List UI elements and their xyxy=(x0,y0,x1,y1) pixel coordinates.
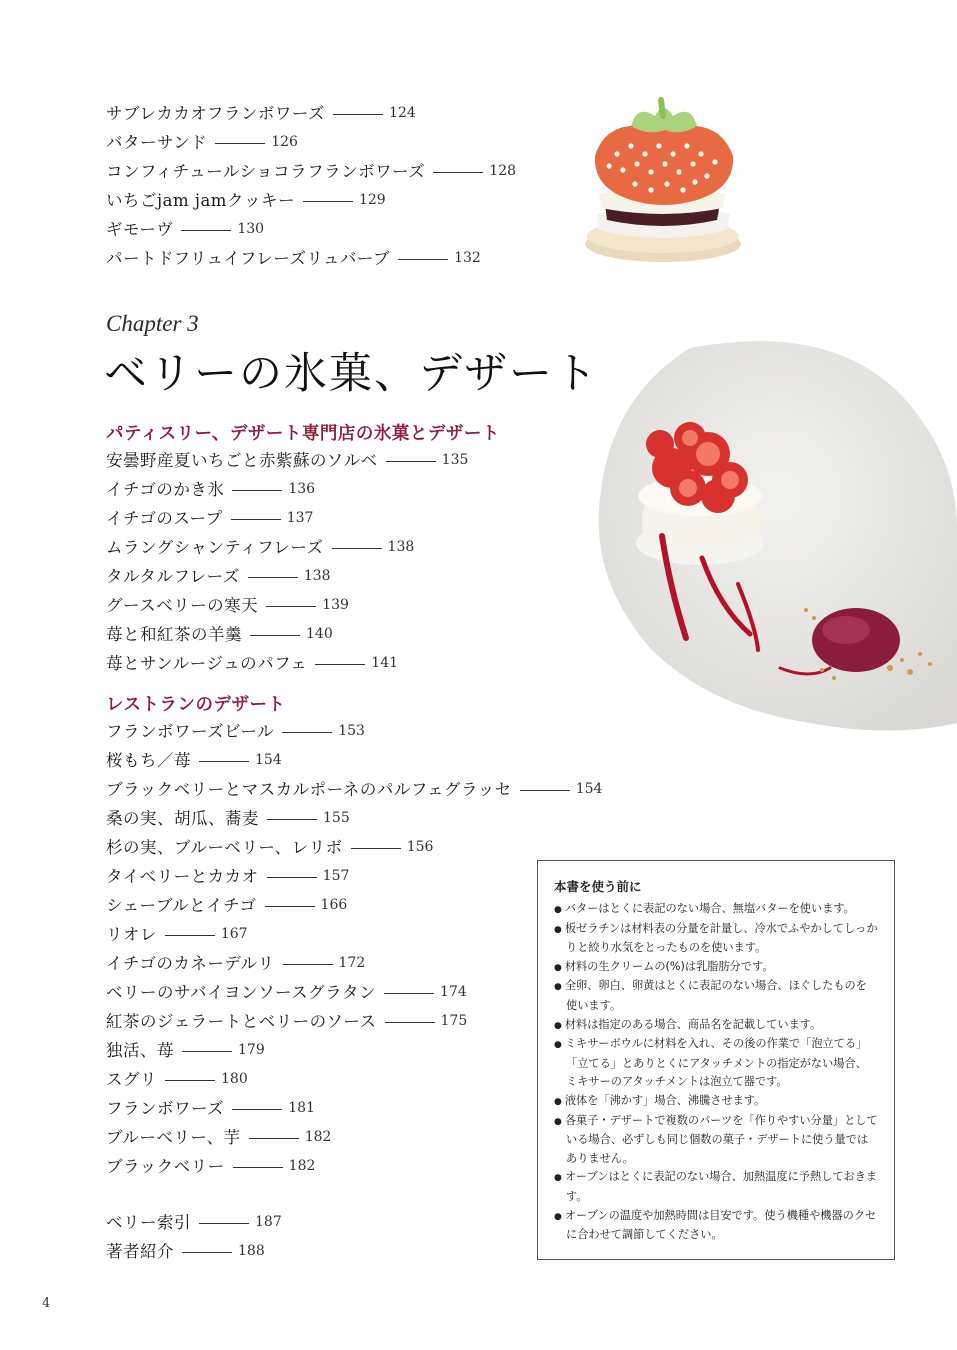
toc-entry-title: フランボワーズ xyxy=(106,1099,225,1118)
toc-entry-title: サブレカカオフランボワーズ xyxy=(106,104,326,123)
toc-entry xyxy=(106,920,602,949)
toc-entry xyxy=(106,1123,602,1152)
notes-item: ● ミキサーボウルに材料を入れ、その後の作業で「泡立てる」「立てる」とありとくにアタッチメントの指定がない場合、ミキサーのアタッチメントは泡立て器です。 xyxy=(554,1035,878,1092)
toc-entry-title: いちごjam jamクッキー xyxy=(106,191,295,210)
chapter-label: Chapter 3 xyxy=(106,311,199,336)
toc-leader-line xyxy=(232,1109,282,1110)
toc-entry-title: タルタルフレーズ xyxy=(106,567,240,586)
strawberry-cookie-photo xyxy=(575,96,753,271)
toc-entry xyxy=(106,244,516,273)
toc-entry xyxy=(106,504,468,533)
toc-leader-line xyxy=(232,490,282,491)
toc-entry-title: 苺とサンルージュのパフェ xyxy=(106,654,308,673)
toc-entry-page: 136 xyxy=(288,481,316,497)
toc-entry xyxy=(106,717,602,746)
toc-entry-title: 苺と和紅茶の羊羹 xyxy=(106,625,242,644)
toc-leader-line xyxy=(233,1167,283,1168)
toc-leader-line xyxy=(266,606,316,607)
toc-entry-title: 桑の実、胡瓜、蕎麦 xyxy=(106,809,259,828)
toc-leader-line xyxy=(165,1080,215,1081)
toc-entry xyxy=(106,978,602,1007)
toc-entry-page: 140 xyxy=(306,626,333,642)
toc-entry xyxy=(106,620,468,649)
toc-entry-title: イチゴのカネーデルリ xyxy=(106,954,275,973)
notes-item: ● 全卵、卵白、卵黄はとくに表記のない場合、ほぐしたものを使います。 xyxy=(554,977,878,1015)
toc-entry-page: 156 xyxy=(406,839,434,855)
toc-entry-page: 187 xyxy=(255,1214,282,1230)
section-heading-patisserie: パティスリー、デザート専門店の氷菓とデザート xyxy=(106,424,500,444)
toc-entry-title: ベリーのサバイヨンソースグラタン xyxy=(106,983,377,1002)
toc-entry-page: 154 xyxy=(575,781,603,797)
toc-leader-line xyxy=(283,964,333,965)
toc-leader-line xyxy=(315,664,365,665)
toc-entry-page: 126 xyxy=(271,134,298,150)
toc-leader-line xyxy=(231,519,281,520)
toc-entry-title: コンフィチュールショコラフランボワーズ xyxy=(106,162,426,181)
toc-entry-page: 138 xyxy=(303,568,331,584)
toc-entry-title: 著者紹介 xyxy=(106,1242,174,1261)
notes-item: ● バターはとくに表記のない場合、無塩バターを使います。 xyxy=(554,900,878,920)
toc-leader-line xyxy=(249,1138,299,1139)
toc-entry-page: 153 xyxy=(338,723,365,739)
dessert-plate-photo xyxy=(590,328,957,733)
toc-entry xyxy=(106,475,468,504)
toc-entry xyxy=(106,591,468,620)
notes-item: ● 材料の生クリームの(%)は乳脂肪分です。 xyxy=(554,958,878,978)
toc-entry-page: 174 xyxy=(440,984,467,1000)
notes-box xyxy=(537,860,895,1260)
toc-entry-title: フランボワーズビール xyxy=(106,722,275,741)
toc-entry xyxy=(106,533,468,562)
toc-entry-page: 181 xyxy=(288,1100,315,1116)
notes-item: ● 液体を「沸かす」場合、沸騰させます。 xyxy=(554,1092,878,1112)
toc-entry-title: 杉の実、ブルーベリー、レリボ xyxy=(106,838,343,857)
toc-leader-line xyxy=(267,877,317,878)
toc-leader-line xyxy=(386,461,436,462)
toc-entry-title: グースベリーの寒天 xyxy=(106,596,259,615)
toc-entry xyxy=(106,1036,602,1065)
notes-list xyxy=(554,900,878,1245)
toc-entry-page: 157 xyxy=(322,868,350,884)
toc-entry-page: 182 xyxy=(304,1129,332,1145)
toc-entry xyxy=(106,128,516,157)
chapter-title: ベリーの氷菓、デザート xyxy=(104,349,599,399)
toc-entry-title: 独活、苺 xyxy=(106,1041,174,1060)
toc-leader-line xyxy=(384,993,434,994)
toc-entry-page: 132 xyxy=(454,250,481,266)
toc-entry-title: リオレ xyxy=(106,925,157,944)
toc-entry-page: 175 xyxy=(440,1013,468,1029)
toc-leader-line xyxy=(165,935,215,936)
toc-entry-title: スグリ xyxy=(106,1070,157,1089)
toc-entry xyxy=(106,446,468,475)
toc-entry-title: ベリー索引 xyxy=(106,1213,191,1232)
toc-entry xyxy=(106,1208,282,1237)
notes-item: ● 材料は指定のある場合、商品名を記載しています。 xyxy=(554,1016,878,1036)
toc-entry-title: ブルーベリー、芋 xyxy=(106,1128,241,1147)
toc-entry xyxy=(106,746,602,775)
toc-list-previous-chapter xyxy=(106,99,516,273)
toc-entry-page: 188 xyxy=(238,1243,265,1259)
toc-entry-page: 172 xyxy=(338,955,366,971)
toc-entry-page: 135 xyxy=(441,452,469,468)
toc-leader-line xyxy=(433,172,483,173)
toc-entry-title: バターサンド xyxy=(106,133,208,152)
toc-leader-line xyxy=(267,819,317,820)
toc-entry-page: 155 xyxy=(323,810,350,826)
toc-entry-page: 154 xyxy=(255,752,282,768)
toc-leader-line xyxy=(248,577,298,578)
notes-item: ● オーブンはとくに表記のない場合、加熱温度に予熱しておきます。 xyxy=(554,1168,878,1206)
toc-entry-page: 137 xyxy=(286,510,314,526)
toc-leader-line xyxy=(332,548,382,549)
toc-entry xyxy=(106,99,516,128)
toc-entry xyxy=(106,1237,282,1266)
toc-entry xyxy=(106,215,516,244)
toc-entry-title: 安曇野産夏いちごと赤紫蘇のソルベ xyxy=(106,451,378,470)
toc-leader-line xyxy=(385,1022,435,1023)
toc-leader-line xyxy=(199,1223,249,1224)
toc-leader-line xyxy=(182,1252,232,1253)
toc-entry-title: イチゴのかき氷 xyxy=(106,480,225,499)
toc-entry-page: 166 xyxy=(320,897,348,913)
toc-entry-page: 182 xyxy=(288,1158,316,1174)
toc-leader-line xyxy=(265,906,315,907)
toc-entry-page: 179 xyxy=(238,1042,265,1058)
toc-entry xyxy=(106,1152,602,1181)
notes-item: ● 板ゼラチンは材料表の分量を計量し、冷水でふやかしてしっかりと絞り水気をとったものを使います。 xyxy=(554,920,878,958)
toc-list-patisserie xyxy=(106,446,468,678)
toc-entry xyxy=(106,862,602,891)
toc-entry-title: タイベリーとカカオ xyxy=(106,867,259,886)
toc-entry xyxy=(106,775,602,804)
toc-leader-line xyxy=(303,201,353,202)
toc-leader-line xyxy=(282,732,332,733)
toc-entry-page: 141 xyxy=(371,655,399,671)
toc-leader-line xyxy=(181,230,231,231)
toc-entry-page: 138 xyxy=(387,539,415,555)
toc-entry xyxy=(106,891,602,920)
page-number: 4 xyxy=(42,1296,51,1311)
toc-entry xyxy=(106,186,516,215)
toc-entry-title: ブラックベリーとマスカルポーネのパルフェグラッセ xyxy=(106,780,512,799)
toc-entry-page: 124 xyxy=(389,105,416,121)
notes-item: ● オーブンの温度や加熱時間は目安です。使う機種や機器のクセに合わせて調節してください。 xyxy=(554,1207,878,1245)
toc-entry-title: ムラングシャンティフレーズ xyxy=(106,538,324,557)
toc-entry-title: 紅茶のジェラートとベリーのソース xyxy=(106,1012,377,1031)
notes-title: 本書を使う前に xyxy=(554,879,642,894)
toc-leader-line xyxy=(199,761,249,762)
toc-entry xyxy=(106,562,468,591)
toc-entry xyxy=(106,649,468,678)
section-heading-restaurant: レストランのデザート xyxy=(106,695,286,715)
toc-entry-title: 桜もち／苺 xyxy=(106,751,191,770)
toc-entry-title: イチゴのスープ xyxy=(106,509,223,528)
toc-entry xyxy=(106,1094,602,1123)
toc-entry xyxy=(106,804,602,833)
toc-leader-line xyxy=(351,848,401,849)
toc-list-restaurant xyxy=(106,717,602,1181)
toc-entry xyxy=(106,833,602,862)
toc-leader-line xyxy=(182,1051,232,1052)
toc-leader-line xyxy=(520,790,570,791)
toc-leader-line xyxy=(215,143,265,144)
toc-entry-page: 139 xyxy=(322,597,349,613)
toc-entry xyxy=(106,1065,602,1094)
toc-list-index xyxy=(106,1208,282,1266)
toc-entry xyxy=(106,157,516,186)
toc-entry-page: 128 xyxy=(489,163,517,179)
toc-leader-line xyxy=(333,114,383,115)
toc-entry xyxy=(106,949,602,978)
toc-entry-title: パートドフリュイフレーズリュバーブ xyxy=(106,249,391,268)
toc-entry xyxy=(106,1007,602,1036)
toc-entry-title: ブラックベリー xyxy=(106,1157,225,1176)
toc-entry-page: 167 xyxy=(220,926,248,942)
toc-entry-title: ギモーヴ xyxy=(106,220,174,239)
toc-entry-page: 180 xyxy=(221,1071,248,1087)
toc-entry-title: シェーブルとイチゴ xyxy=(106,896,257,915)
toc-leader-line xyxy=(398,259,448,260)
toc-entry-page: 130 xyxy=(237,221,265,237)
notes-item: ● 各菓子・デザートで複数のパーツを「作りやすい分量」としている場合、必ずしも同じ個数の菓子・デザートに使う量ではありません。 xyxy=(554,1112,878,1169)
toc-entry-page: 129 xyxy=(358,192,386,208)
toc-leader-line xyxy=(250,635,300,636)
